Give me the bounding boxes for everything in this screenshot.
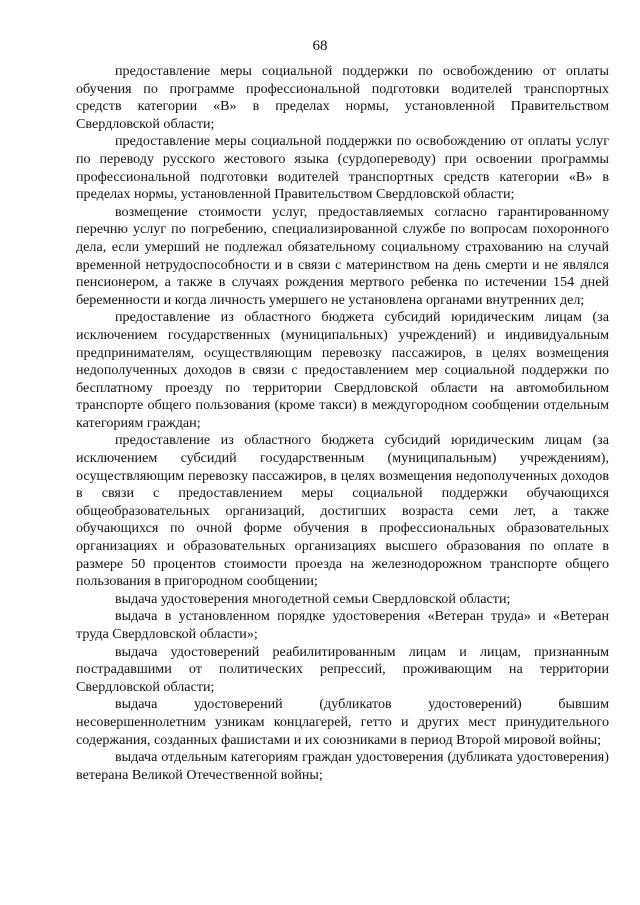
paragraph-suburban-rail-subsidy: предоставление из областного бюджета субсидий юридическим лицам (за исключением субсидий государственным (муниципальным) учреждениям), осуществляющим перевозку пассажиров, в целях возмещения недополученных доходов в связи с предоставлением меры социальной поддержки обучающихся общеобразовательных организаций, достигших возраста семи лет, а также обучающихся по очной форме обучения в профессиональных образовательных организациях и образовательных организациях высшего образования по оплате в размере 50 процентов стоимости проезда на железнодорожном транспорте общего пользования в пригородном сообщении; xyxy=(76,432,609,590)
paragraph-camp-prisoner-certificate: выдача удостоверений (дубликатов удостоверений) бывшим несовершеннолетним узникам концлагерей, гетто и других мест принудительного содержания, созданных фашистами и их союзниками в период Второй мировой войны; xyxy=(76,696,609,748)
paragraph-war-veteran-certificate: выдача отдельным категориям граждан удостоверения (дубликата удостоверения) ветерана Великой Отечественной войны; xyxy=(76,749,609,783)
paragraph-rehabilitated-certificate: выдача удостоверений реабилитированным лицам и лицам, признанным пострадавшими от политических репрессий, проживающим на территории Свердловской области; xyxy=(76,643,609,695)
paragraph-labor-veteran-certificate: выдача в установленном порядке удостоверения «Ветеран труда» и «Ветеран труда Свердловской области»; xyxy=(76,608,609,642)
paragraph-sign-language-fee: предоставление меры социальной поддержки по освобождению от оплаты услуг по переводу русского жестового языка (сурдопереводу) при освоении программы профессиональной подготовки водителей транспортных средств категории «В» в пределах нормы, установленной Правительством Свердловской области; xyxy=(76,133,609,203)
paragraph-funeral-services: возмещение стоимости услуг, предоставляемых согласно гарантированному перечню услуг по погребению, специализированной службе по вопросам похоронного дела, если умерший не подлежал обязательному социальному страхованию на случай временной нетрудоспособности и в связи с материнством на день смерти и не являлся пенсионером, а также в случаях рождения мертвого ребенка по истечении 154 дней беременности и когда личность умершего не установлена органами внутренних дел; xyxy=(76,203,609,308)
page-number: 68 xyxy=(312,38,328,54)
paragraph-intercity-transport-subsidy: предоставление из областного бюджета субсидий юридическим лицам (за исключением государственных (муниципальных) учреждений) и индивидуальным предпринимателям, осуществляющим перевозку пассажиров, в целях возмещения недополученных доходов в связи с предоставлением мер социальной поддержки по бесплатному проезду по территории Свердловской области на автомобильном транспорте общего пользования (кроме такси) в междугородном сообщении отдельным категориям граждан; xyxy=(76,309,609,431)
paragraph-large-family-certificate: выдача удостоверения многодетной семьи Свердловской области; xyxy=(115,590,511,607)
paragraph-driver-training-fee: предоставление меры социальной поддержки по освобождению от оплаты обучения по программе профессиональной подготовки водителей транспортных средств категории «В» в пределах нормы, установленной Правительством Свердловской области; xyxy=(76,63,609,132)
document-body xyxy=(76,63,609,784)
